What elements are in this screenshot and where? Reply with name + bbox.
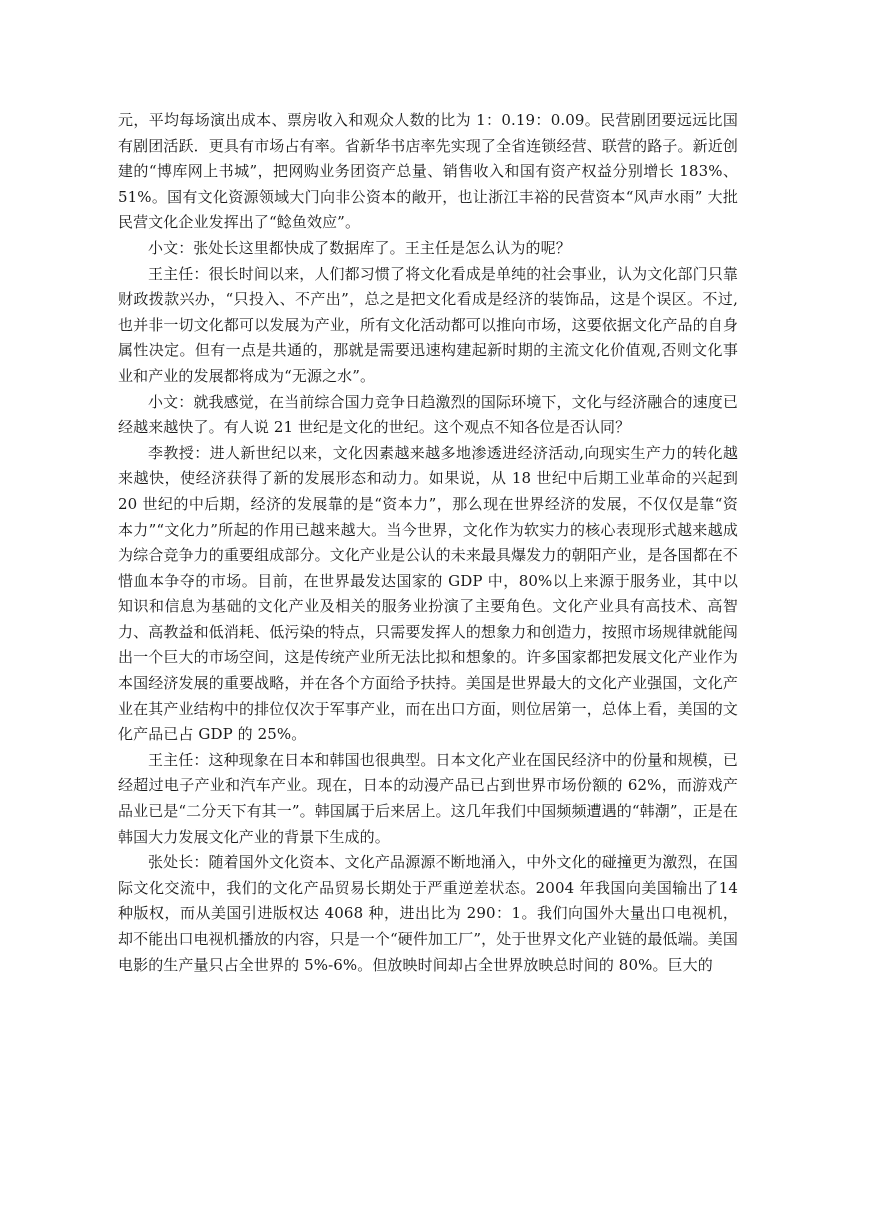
paragraph-director-wang-1: 王主任：很长时间以来，人们都习惯了将文化看成是单纯的社会事业，认为文化部门只靠财政拨款兴办，“只投入、不产出”，总之是把文化看成是经济的装饰品，这是个误区。不过,也并非一切文化都可以发展为产业，所有文化活动都可以推向市场，这要依据文化产品的自身属性决定。但有一点是共通的，那就是需要迅速构建起新时期的主流文化价值观,否则文化事业和产业的发展都将成为“无源之水”。 [118,264,738,385]
paragraph-director-wang-2: 王主任：这种现象在日本和韩国也很典型。日本文化产业在国民经济中的份量和规模，已经超过电子产业和汽车产业。现在，日本的动漫产品已占到世界市场份额的 62%，而游戏产品业已是“二分天下有其一”。韩国属于后来居上。这几年我们中国频频遭遇的“韩潮”，正是在韩国大力发展文化产业的背景下生成的。 [118,750,738,846]
paragraph-xiaowen-2: 小文：就我感觉，在当前综合国力竞争日趋激烈的国际环境下，文化与经济融合的速度已经越来越快了。有人说 21 世纪是文化的世纪。这个观点不知各位是否认同？ [118,392,738,437]
paragraph-professor-li: 李教授：进人新世纪以来，文化因素越来越多地渗透进经济活动,向现实生产力的转化越来越快，使经济获得了新的发展形态和动力。如果说，从 18 世纪中后期工业革命的兴起到 20 世纪的中后期，经济的发展靠的是“资本力”，那么现在世界经济的发展，不仅仅是靠“资本力”“文化力”所起的作用已越来越大。当今世界，文化作为软实力的核心表现形式越来越成为综合竞争力的重要组成部分。文化产业是公认的未来最具爆发力的朝阳产业，是各国都在不惜血本争夺的市场。目前，在世界最发达国家的 GDP 中，80%以上来源于服务业，其中以知识和信息为基础的文化产业及相关的服务业扮演了主要角色。文化产业具有高技术、高智力、高教益和低消耗、低污染的特点，只需要发挥人的想象力和创造力，按照市场规律就能闯出一个巨大的市场空间，这是传统产业所无法比拟和想象的。许多国家都把发展文化产业作为本国经济发展的重要战略，并在各个方面给予扶持。美国是世界最大的文化产业强国，文化产业在其产业结构中的排位仅次于军事产业，而在出口方面，则位居第一，总体上看，美国的文化产品已占 GDP 的 25%。 [118,443,738,744]
paragraph-section-chief-zhang: 张处长：随着国外文化资本、文化产品源源不断地涌入，中外文化的碰撞更为激烈，在国际文化交流中，我们的文化产品贸易长期处于严重逆差状态。2004 年我国向美国输出了14 种版权，而从美国引进版权达 4068 种，进出比为 290：1。我们向国外大量出口电视机，却不能出口电视机播放的内容，只是一个“硬件加工厂”，处于世界文化产业链的最低端。美国电影的生产量只占全世界的 5%-6%。但放映时间却占全世界放映总时间的 80%。巨大的 [118,853,738,974]
document-body [118,108,738,978]
paragraph-continuation: 元，平均每场演出成本、票房收入和观众人数的比为 1：0.19：0.09。民营剧团要远远比国有剧团活跃．更具有市场占有率。省新华书店率先实现了全省连锁经营、联营的路子。新近创建的“博库网上书城”，把网购业务团资产总量、销售收入和国有资产权益分别增长 183%、51%。国有文化资源领域大门向非公资本的敞开，也让浙江丰裕的民营资本“风声水雨” 大批民营文化企业发挥出了“鲶鱼效应”。 [118,111,738,232]
paragraph-xiaowen-1: 小文：张处长这里都快成了数据库了。王主任是怎么认为的呢？ [148,238,571,257]
